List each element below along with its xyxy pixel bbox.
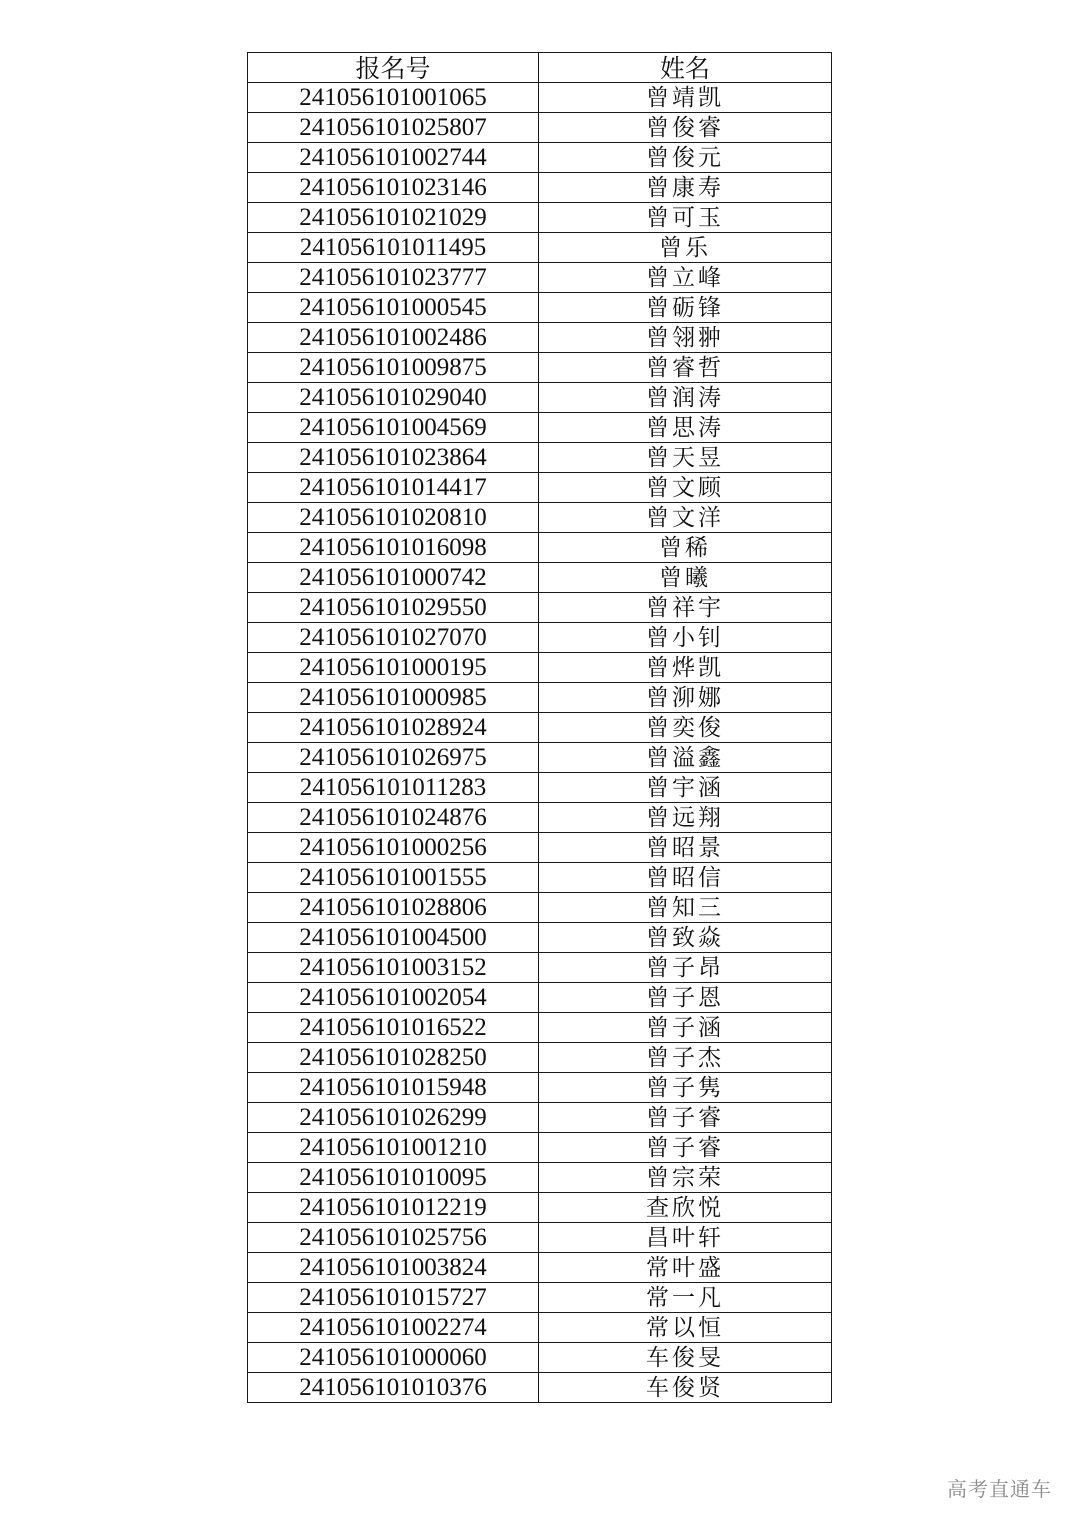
table-row bbox=[248, 593, 832, 623]
name-cell: 曾翎翀 bbox=[539, 323, 832, 353]
name-cell: 常叶盛 bbox=[539, 1253, 832, 1283]
name-cell: 车俊贤 bbox=[539, 1373, 832, 1403]
registration-number-cell: 241056101001555 bbox=[248, 863, 539, 893]
table-row bbox=[248, 263, 832, 293]
registration-number-cell: 241056101012219 bbox=[248, 1193, 539, 1223]
registration-number-cell: 241056101002274 bbox=[248, 1313, 539, 1343]
registration-number-cell: 241056101016522 bbox=[248, 1013, 539, 1043]
name-cell: 曾奕俊 bbox=[539, 713, 832, 743]
table-row bbox=[248, 1313, 832, 1343]
table-row bbox=[248, 623, 832, 653]
name-cell: 曾远翔 bbox=[539, 803, 832, 833]
table-row bbox=[248, 683, 832, 713]
table-row bbox=[248, 443, 832, 473]
registration-number-cell: 241056101002744 bbox=[248, 143, 539, 173]
name-cell: 曾俊元 bbox=[539, 143, 832, 173]
table-row bbox=[248, 323, 832, 353]
table-header-row bbox=[248, 53, 832, 83]
table-row bbox=[248, 233, 832, 263]
name-cell: 曾宗荣 bbox=[539, 1163, 832, 1193]
table-row bbox=[248, 143, 832, 173]
table-row bbox=[248, 353, 832, 383]
registration-number-cell: 241056101004500 bbox=[248, 923, 539, 953]
table-row bbox=[248, 713, 832, 743]
name-cell: 曾烨凯 bbox=[539, 653, 832, 683]
name-cell: 曾稀 bbox=[539, 533, 832, 563]
table-row bbox=[248, 1253, 832, 1283]
registration-number-cell: 241056101029550 bbox=[248, 593, 539, 623]
table-row bbox=[248, 533, 832, 563]
registration-number-cell: 241056101024876 bbox=[248, 803, 539, 833]
registration-number-cell: 241056101023864 bbox=[248, 443, 539, 473]
name-cell: 曾曦 bbox=[539, 563, 832, 593]
registration-number-cell: 241056101000195 bbox=[248, 653, 539, 683]
table-row bbox=[248, 1373, 832, 1403]
name-cell: 曾立峰 bbox=[539, 263, 832, 293]
name-cell: 曾天昱 bbox=[539, 443, 832, 473]
name-cell: 曾小钊 bbox=[539, 623, 832, 653]
registration-number-cell: 241056101021029 bbox=[248, 203, 539, 233]
table-body bbox=[248, 83, 832, 1403]
registration-number-cell: 241056101014417 bbox=[248, 473, 539, 503]
name-cell: 曾睿哲 bbox=[539, 353, 832, 383]
table-row bbox=[248, 803, 832, 833]
registration-number-cell: 241056101004569 bbox=[248, 413, 539, 443]
registration-number-cell: 241056101025807 bbox=[248, 113, 539, 143]
registration-number-cell: 241056101023777 bbox=[248, 263, 539, 293]
table-row bbox=[248, 653, 832, 683]
name-cell: 曾泖娜 bbox=[539, 683, 832, 713]
name-cell: 曾祥宇 bbox=[539, 593, 832, 623]
registration-number-cell: 241056101011283 bbox=[248, 773, 539, 803]
registration-number-cell: 241056101003152 bbox=[248, 953, 539, 983]
table-row bbox=[248, 1343, 832, 1373]
name-cell: 曾宇涵 bbox=[539, 773, 832, 803]
registration-number-cell: 241056101029040 bbox=[248, 383, 539, 413]
name-cell: 曾子昂 bbox=[539, 953, 832, 983]
table-row bbox=[248, 113, 832, 143]
table-row bbox=[248, 1103, 832, 1133]
name-cell: 曾思涛 bbox=[539, 413, 832, 443]
table-row bbox=[248, 293, 832, 323]
table-row bbox=[248, 503, 832, 533]
registration-number-cell: 241056101001065 bbox=[248, 83, 539, 113]
registration-number-cell: 241056101002054 bbox=[248, 983, 539, 1013]
name-cell: 曾砺锋 bbox=[539, 293, 832, 323]
registration-number-cell: 241056101010376 bbox=[248, 1373, 539, 1403]
name-cell: 曾子睿 bbox=[539, 1103, 832, 1133]
name-cell: 常一凡 bbox=[539, 1283, 832, 1313]
table-row bbox=[248, 833, 832, 863]
name-cell: 曾溢鑫 bbox=[539, 743, 832, 773]
registration-number-cell: 241056101000060 bbox=[248, 1343, 539, 1373]
registration-number-cell: 241056101011495 bbox=[248, 233, 539, 263]
name-cell: 车俊旻 bbox=[539, 1343, 832, 1373]
name-cell: 曾子杰 bbox=[539, 1043, 832, 1073]
registration-number-cell: 241056101003824 bbox=[248, 1253, 539, 1283]
registration-number-cell: 241056101000545 bbox=[248, 293, 539, 323]
registration-number-cell: 241056101027070 bbox=[248, 623, 539, 653]
registration-number-cell: 241056101002486 bbox=[248, 323, 539, 353]
table-row bbox=[248, 863, 832, 893]
registration-number-cell: 241056101026975 bbox=[248, 743, 539, 773]
table-row bbox=[248, 1223, 832, 1253]
name-cell: 曾子涵 bbox=[539, 1013, 832, 1043]
table-row bbox=[248, 743, 832, 773]
table-row bbox=[248, 1283, 832, 1313]
table-row bbox=[248, 773, 832, 803]
registration-number-cell: 241056101000742 bbox=[248, 563, 539, 593]
table-row bbox=[248, 383, 832, 413]
registration-number-cell: 241056101020810 bbox=[248, 503, 539, 533]
name-cell: 曾昭景 bbox=[539, 833, 832, 863]
registration-table bbox=[247, 52, 832, 1403]
registration-number-cell: 241056101028924 bbox=[248, 713, 539, 743]
name-cell: 曾子恩 bbox=[539, 983, 832, 1013]
registration-number-cell: 241056101023146 bbox=[248, 173, 539, 203]
registration-number-cell: 241056101026299 bbox=[248, 1103, 539, 1133]
registration-number-cell: 241056101015727 bbox=[248, 1283, 539, 1313]
registration-number-cell: 241056101025756 bbox=[248, 1223, 539, 1253]
header-name: 姓名 bbox=[539, 53, 832, 83]
registration-number-cell: 241056101016098 bbox=[248, 533, 539, 563]
registration-number-cell: 241056101010095 bbox=[248, 1163, 539, 1193]
table-row bbox=[248, 1163, 832, 1193]
name-cell: 曾俊睿 bbox=[539, 113, 832, 143]
registration-number-cell: 241056101028250 bbox=[248, 1043, 539, 1073]
header-registration-number: 报名号 bbox=[248, 53, 539, 83]
table-row bbox=[248, 83, 832, 113]
name-cell: 曾昭信 bbox=[539, 863, 832, 893]
registration-number-cell: 241056101000256 bbox=[248, 833, 539, 863]
registration-number-cell: 241056101009875 bbox=[248, 353, 539, 383]
table-row bbox=[248, 923, 832, 953]
registration-number-cell: 241056101015948 bbox=[248, 1073, 539, 1103]
table-row bbox=[248, 173, 832, 203]
table-row bbox=[248, 1193, 832, 1223]
watermark: 高考直通车 bbox=[947, 1477, 1052, 1501]
name-cell: 曾乐 bbox=[539, 233, 832, 263]
table-row bbox=[248, 1133, 832, 1163]
table-row bbox=[248, 1073, 832, 1103]
table-row bbox=[248, 203, 832, 233]
name-cell: 曾文顾 bbox=[539, 473, 832, 503]
table-row bbox=[248, 1043, 832, 1073]
name-cell: 曾子隽 bbox=[539, 1073, 832, 1103]
table-row bbox=[248, 413, 832, 443]
name-cell: 昌叶轩 bbox=[539, 1223, 832, 1253]
name-cell: 曾靖凯 bbox=[539, 83, 832, 113]
name-cell: 曾润涛 bbox=[539, 383, 832, 413]
registration-number-cell: 241056101028806 bbox=[248, 893, 539, 923]
name-cell: 查欣悦 bbox=[539, 1193, 832, 1223]
registration-number-cell: 241056101001210 bbox=[248, 1133, 539, 1163]
table-row bbox=[248, 1013, 832, 1043]
name-cell: 曾子睿 bbox=[539, 1133, 832, 1163]
name-cell: 曾致焱 bbox=[539, 923, 832, 953]
name-cell: 曾可玉 bbox=[539, 203, 832, 233]
table-row bbox=[248, 563, 832, 593]
table-row bbox=[248, 893, 832, 923]
table-row bbox=[248, 983, 832, 1013]
registration-number-cell: 241056101000985 bbox=[248, 683, 539, 713]
name-cell: 曾康寿 bbox=[539, 173, 832, 203]
name-cell: 常以恒 bbox=[539, 1313, 832, 1343]
name-cell: 曾文洋 bbox=[539, 503, 832, 533]
table-row bbox=[248, 953, 832, 983]
table-row bbox=[248, 473, 832, 503]
name-cell: 曾知三 bbox=[539, 893, 832, 923]
